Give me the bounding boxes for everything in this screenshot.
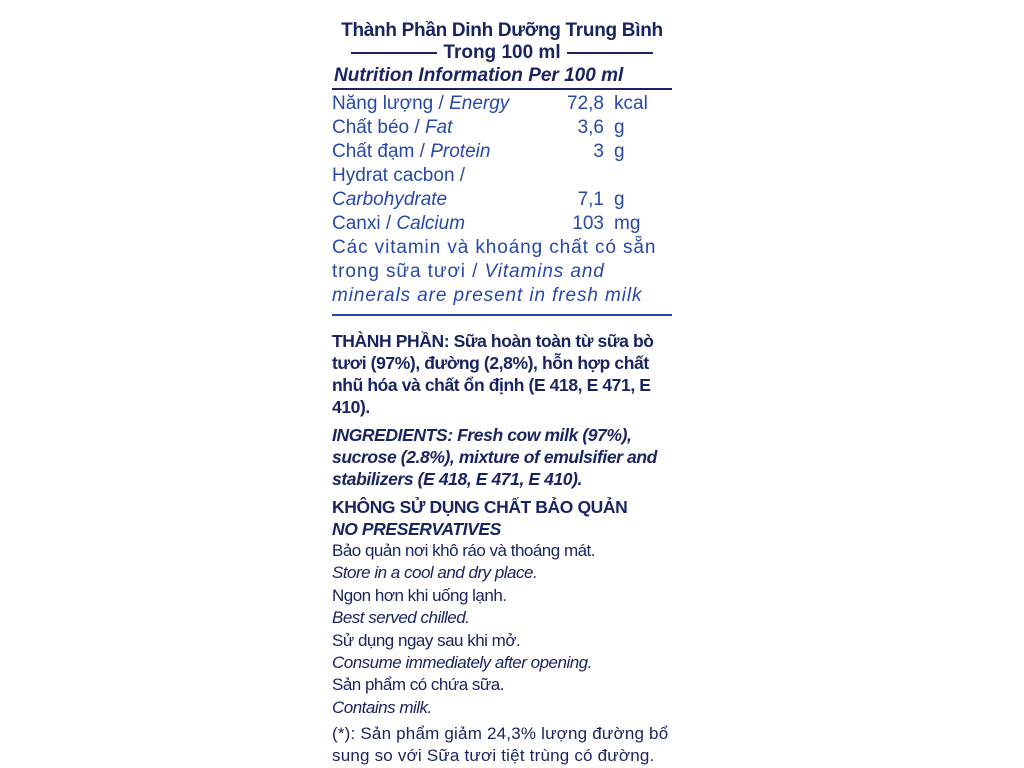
ingredients-vi — [332, 330, 672, 418]
nutrition-subtitle-vi: Trong 100 ml — [443, 42, 561, 63]
instruction-line: Store in a cool and dry place. — [332, 563, 538, 583]
instruction-line: Best served chilled. — [332, 608, 470, 628]
instruction-line: Sản phẩm có chứa sữa. — [332, 675, 504, 695]
nutrition-row-fat — [332, 116, 672, 140]
vitamins-note-en: Vitamins and minerals are present in fresh milk — [332, 261, 643, 306]
row-name-en: Calcium — [396, 213, 466, 234]
no-preservatives — [332, 496, 672, 540]
instruction-line: Bảo quản nơi khô ráo và thoáng mát. — [332, 541, 595, 560]
nutrition-subtitle — [332, 42, 672, 64]
instruction-line: Contains milk. — [332, 697, 432, 717]
row-name-vi: Chất béo / — [332, 117, 425, 138]
row-name-vi: Canxi / — [332, 213, 397, 234]
nutrition-title-vi: Thành Phần Dinh Dưỡng Trung Bình — [341, 20, 663, 41]
row-unit: g — [614, 189, 625, 210]
row-unit: g — [614, 141, 625, 162]
ingredients-label-vi: THÀNH PHẦN: — [332, 331, 450, 351]
vitamins-note-vi: Các vitamin và khoáng chất có sẵn trong sữa tươi / — [332, 237, 657, 282]
ingredients-en — [332, 424, 672, 490]
row-value: 3,6 — [577, 117, 604, 138]
row-name-en: Fat — [424, 117, 453, 138]
instruction-line: Sử dụng ngay sau khi mở. — [332, 630, 521, 650]
divider-left — [351, 52, 437, 54]
row-name-en: Carbohydrate — [332, 189, 448, 210]
vitamins-note — [332, 236, 672, 316]
nutrition-row-carb-en — [332, 188, 672, 212]
row-value: 103 — [572, 213, 604, 234]
row-value: 72,8 — [567, 93, 604, 114]
instructions-list — [332, 540, 672, 719]
nutrition-row-carb-vi — [332, 164, 672, 188]
ingredients-label-en: INGREDIENTS: — [332, 425, 453, 445]
nutrition-row-energy — [332, 92, 672, 116]
no-preservatives-vi: KHÔNG SỬ DỤNG CHẤT BẢO QUẢN — [332, 497, 628, 517]
nutrition-row-protein — [332, 140, 672, 164]
ingredients-text-vi: Sữa hoàn toàn từ sữa bò tươi (97%), đường (2,8%), hỗn hợp chất nhũ hóa và chất ổn định (E 418, E 471, E 410). — [332, 331, 654, 417]
footnote: (*): Sản phẩm giảm 24,3% lượng đường bổ sung so với Sữa tươi tiệt trùng có đường. — [332, 724, 669, 766]
row-name-en: Protein — [430, 141, 491, 162]
instruction-line: Ngon hơn khi uống lạnh. — [332, 585, 507, 605]
row-name-en: Energy — [449, 93, 510, 114]
row-name-vi: Năng lượng / — [332, 93, 450, 114]
row-name-vi: Hydrat cacbon / — [332, 165, 466, 186]
instruction-line: Consume immediately after opening. — [332, 653, 592, 673]
row-unit: kcal — [614, 93, 648, 114]
row-name-vi: Chất đạm / — [332, 141, 431, 162]
no-preservatives-en: NO PRESERVATIVES — [332, 519, 501, 539]
nutrition-table — [332, 92, 672, 236]
nutrition-row-calcium — [332, 212, 672, 236]
row-value: 3 — [593, 141, 604, 162]
row-unit: mg — [614, 213, 641, 234]
nutrition-label — [332, 20, 672, 767]
row-value: 7,1 — [577, 189, 604, 210]
row-unit: g — [614, 117, 625, 138]
ingredients-text-en: Fresh cow milk (97%), sucrose (2.8%), mixture of emulsifier and stabilizers (E 418, E 471, E 410). — [332, 425, 657, 489]
divider-right — [567, 52, 653, 54]
nutrition-title-en: Nutrition Information Per 100 ml — [332, 64, 672, 90]
